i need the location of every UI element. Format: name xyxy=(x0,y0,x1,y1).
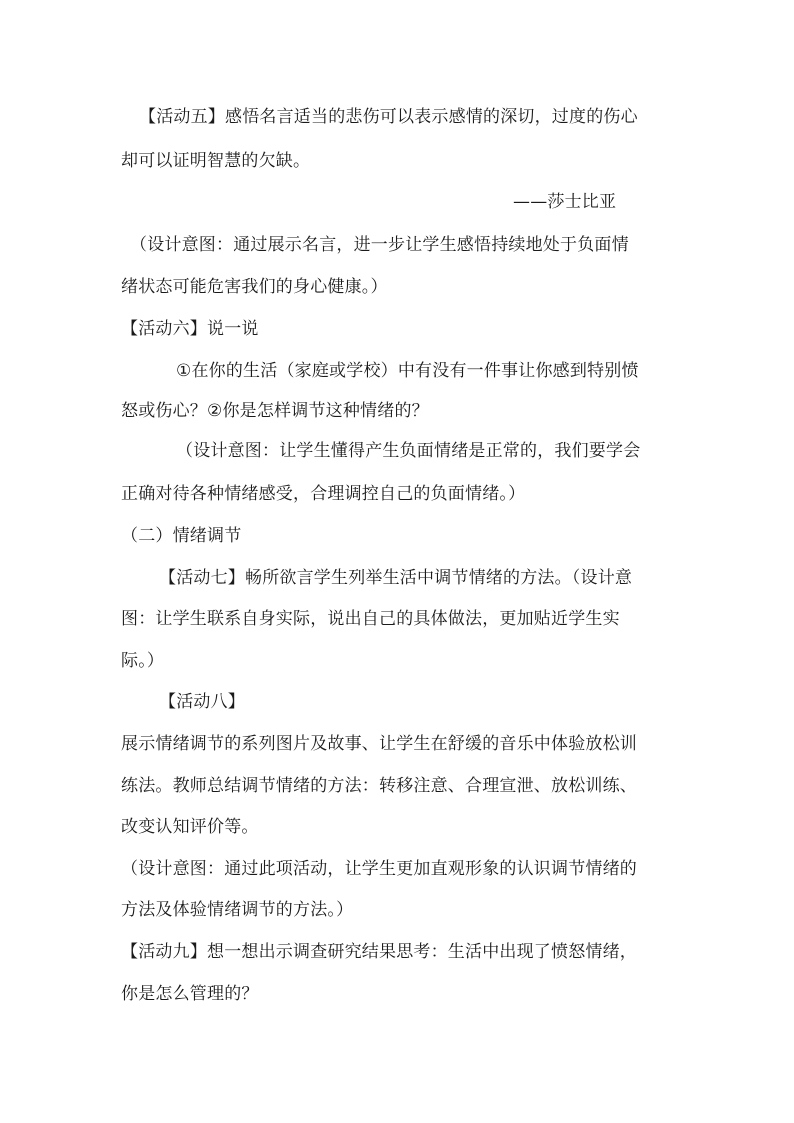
design-intent-6-line-1: （设计意图：让学生懂得产生负面情绪是正常的，我们要学会 xyxy=(176,441,641,461)
activity-9-line-2: 你是怎么管理的？ xyxy=(121,984,259,1004)
design-intent-8-line-2: 方法及体验情绪调节的方法。） xyxy=(121,900,354,920)
quote-attribution: ——莎士比亚 xyxy=(513,192,617,212)
activity-8-line-1: 展示情绪调节的系列图片及故事、让学生在舒缓的音乐中体验放松训 xyxy=(121,734,637,754)
activity-6-heading: 【活动六】说一说 xyxy=(121,319,259,339)
design-intent-5-line-2: 绪状态可能危害我们的身心健康。） xyxy=(121,277,388,297)
activity-7-line-2: 图：让学生联系自身实际，说出自己的具体做法，更加贴近学生实 xyxy=(121,609,620,629)
design-intent-5-line-1: （设计意图：通过展示名言，进一步让学生感悟持续地处于负面情 xyxy=(130,235,629,255)
activity-8-line-3: 改变认知评价等。 xyxy=(121,817,259,837)
activity-8-heading: 【活动八】 xyxy=(159,692,245,712)
design-intent-6-line-2: 正确对待各种情绪感受，合理调控自己的负面情绪。） xyxy=(121,484,526,504)
activity-7-line-1: 【活动七】畅所欲言学生列举生活中调节情绪的方法。（设计意 xyxy=(159,568,633,588)
activity-8-line-2: 练法。教师总结调节情绪的方法：转移注意、合理宣泄、放松训练、 xyxy=(121,776,637,796)
activity-6-line-2: 怒或伤心？②你是怎样调节这种情绪的？ xyxy=(121,401,429,421)
activity-6-line-1: ①在你的生活（家庭或学校）中有没有一件事让你感到特别愤 xyxy=(176,361,639,381)
activity-9-line-1: 【活动九】想一想出示调查研究结果思考：生活中出现了愤怒情绪， xyxy=(121,942,637,962)
activity-5-line-2: 却可以证明智慧的欠缺。 xyxy=(121,151,311,171)
activity-7-line-3: 际。） xyxy=(121,651,165,671)
design-intent-8-line-1: （设计意图：通过此项活动，让学生更加直观形象的认识调节情绪的 xyxy=(121,859,637,879)
section-2-heading: （二）情绪调节 xyxy=(121,526,242,546)
activity-5-line-1: 【活动五】感悟名言适当的悲伤可以表示感情的深切，过度的伤心 xyxy=(139,107,638,127)
